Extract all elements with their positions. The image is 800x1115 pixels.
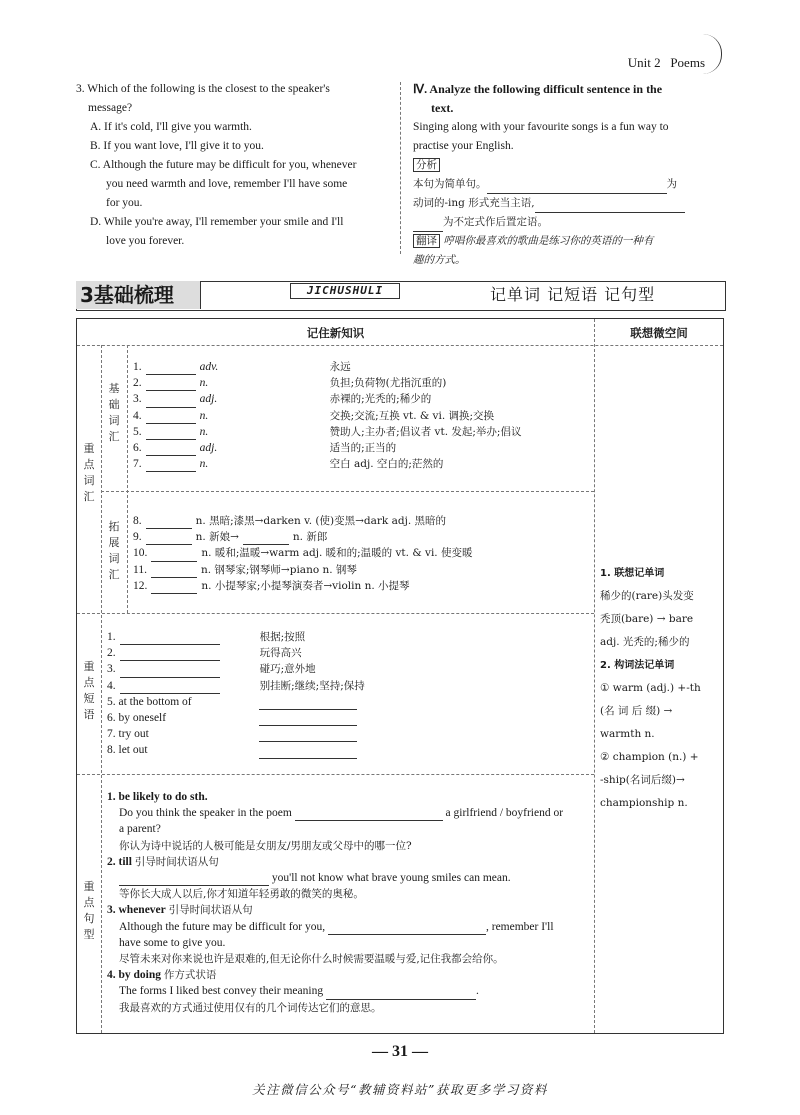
answer-blank[interactable] (120, 632, 220, 645)
part4-sentence-2: practise your English. (413, 140, 514, 152)
part-of-speech: adj. (199, 393, 218, 406)
basic-vocab-row (133, 408, 593, 424)
basic-vocab-row (133, 424, 593, 440)
s4-title: 4. by doing (107, 969, 162, 982)
ext-vocab-row (133, 562, 593, 578)
answer-blank[interactable] (146, 411, 196, 424)
part-of-speech: n. (199, 409, 209, 422)
basic-vocab-row (133, 375, 593, 391)
phrase-row (107, 678, 593, 694)
answer-blank[interactable] (328, 922, 486, 935)
answer-blank[interactable] (151, 565, 197, 578)
phrase-text: 5. at the bottom of (107, 695, 192, 708)
answer-blank[interactable] (146, 443, 196, 456)
item-number: 3. (107, 663, 116, 676)
ext-vocab-row (133, 513, 593, 529)
phrase-row (107, 710, 593, 726)
phrase-row (107, 629, 593, 645)
ext-vocab-list (133, 513, 593, 594)
item-number: 4. (133, 409, 142, 422)
subsection-basic-label: 基础词汇 (108, 382, 120, 443)
basic-vocab-row (133, 440, 593, 456)
ext-vocab-row (133, 578, 593, 594)
meaning: 根据;按照 (259, 631, 306, 643)
item-number: 3. (133, 393, 142, 406)
answer-blank[interactable] (243, 532, 289, 545)
answer-blank[interactable] (326, 987, 476, 1000)
banner-title: 3基础梳理 (76, 281, 201, 309)
phrase-list (107, 629, 593, 759)
item-number: 12. (133, 579, 148, 592)
part4-heading-2: text. (431, 101, 454, 115)
answer-blank[interactable] (146, 516, 192, 529)
answer-blank[interactable] (413, 219, 443, 232)
part-4: Ⅳ. Analyze the following difficult sentence in the text. Singing along with your favourite songs is a fun way to practise your English. 分析 本句为简单句。 为 动词的-ing 形式充当主语, 为不定式作后置定语。 翻译 哼唱你最喜欢的歌曲是练习你的英语的一种有 趣的方式。 (413, 80, 733, 270)
translate-tag: 翻译 (413, 234, 440, 248)
item-number: 1. (107, 631, 116, 643)
unit-title: Poems (670, 55, 705, 70)
ext-vocab-row (133, 529, 593, 545)
meaning: 别挂断;继续;坚持;保持 (259, 679, 365, 692)
answer-blank[interactable] (259, 697, 357, 710)
unit-header (628, 55, 705, 71)
col-side-header: 联想微空间 (630, 326, 688, 340)
header-bracket (703, 34, 722, 74)
subsection-ext-label: 拓展词汇 (108, 520, 120, 581)
answer-blank[interactable] (259, 713, 357, 726)
answer-blank[interactable] (120, 665, 220, 678)
phrase-row (107, 645, 593, 661)
side-notes: 1. 联想记单词 稀少的(rare)头发变 秃顶(bare) → bare adj. 光秃的;稀少的 2. 构词法记单词 ① warm (adj.) +-th (名 词 后 缀) → warmth n. ② champion (n.) + -ship(名词后缀)→ championship n. (600, 568, 701, 809)
meaning: 永远 (329, 361, 351, 373)
meaning: 碰巧;意外地 (259, 663, 316, 676)
page-number: — 31 — (372, 1043, 428, 1060)
meaning: 交换;交流;互换 vt. & vi. 调换;交换 (329, 409, 495, 422)
item-number: 10. (133, 547, 148, 560)
basic-vocab-row (133, 391, 593, 407)
item-number: 6. (133, 442, 142, 455)
answer-blank[interactable] (151, 549, 197, 562)
answer-blank[interactable] (146, 532, 192, 545)
banner-pinyin: JICHUSHULI (290, 283, 400, 299)
option-b[interactable]: B. If you want love, I'll give it to you. (90, 140, 264, 152)
s1-title: 1. be likely to do sth. (107, 791, 208, 803)
option-a[interactable]: A. If it's cold, I'll give you warmth. (90, 121, 252, 133)
ext-vocab-row (133, 545, 593, 561)
item-number: 4. (107, 679, 116, 692)
phrase-row (107, 742, 593, 758)
phrase-text: 8. let out (107, 744, 148, 757)
phrase-row (107, 661, 593, 677)
question-3 (76, 80, 391, 251)
part-of-speech: n. (199, 425, 209, 438)
item-number: 1. (133, 361, 142, 373)
phrase-row (107, 694, 593, 710)
answer-blank[interactable] (120, 681, 220, 694)
meaning: n. 新娘→ (195, 531, 239, 544)
section-phrase-label: 重点短语 (83, 660, 95, 721)
knowledge-table (76, 318, 724, 1034)
answer-blank[interactable] (146, 459, 196, 472)
s2-title: 2. till (107, 855, 132, 868)
meaning: n. 暖和;温暖→warm adj. 暖和的;温暖的 vt. & vi. 使变暖 (201, 547, 473, 560)
meaning: n. 钢琴家;钢琴师→piano n. 钢琴 (200, 563, 357, 576)
part-of-speech: n. (199, 458, 209, 471)
item-number: 2. (107, 647, 116, 660)
meaning: 负担;负荷物(尤指沉重的) (329, 377, 447, 390)
answer-blank[interactable] (535, 200, 685, 213)
option-c[interactable]: C. Although the future may be difficult for you, whenever you need warmth and love, remember I'll have some for you. (90, 159, 357, 209)
answer-blank[interactable] (146, 362, 196, 375)
part4-sentence-1: Singing along with your favourite songs is a fun way to (413, 121, 669, 133)
phrase-row (107, 726, 593, 742)
answer-blank[interactable] (146, 378, 196, 391)
meaning: 适当的;正当的 (329, 442, 397, 455)
meaning: 玩得高兴 (259, 647, 302, 660)
meaning: 赞助人;主办者;倡议者 vt. 发起;举办;倡议 (329, 425, 522, 438)
answer-blank[interactable] (295, 808, 443, 821)
part-of-speech: adv. (199, 361, 219, 373)
footer-note: 关注微信公众号“教辅资料站”获取更多学习资料 (252, 1082, 548, 1097)
answer-blank[interactable] (259, 729, 357, 742)
phrase-text: 7. try out (107, 728, 149, 741)
sentence-list: 1. be likely to do sth. Do you think the speaker in the poem a girlfriend / boyfriend or a parent? 你认为诗中说话的人极可能是女朋友/男朋友或父母中的哪一位? 2. till 引导时间状语从句 you'll not know what brave young smiles can mean. 等你长大成人以后,你才知道年轻勇敢的微笑的奥秘。 3. whenever 引导时间状语从句 Although the future may be difficult for you, , remember I'll have some to give you. 尽管未来对你来说也许是艰难的,但无论你什么时候需要温暖与爱,记住我都会给你。 4. by doing 作方式状语 The forms I liked best convey their meaning . 我最喜欢的方式通过使用仅有的几个词传达它们的意思。 (107, 789, 593, 1016)
unit-label: Unit 2 (627, 55, 661, 70)
basic-vocab-row (133, 456, 593, 472)
meaning: n. 新郎 (292, 531, 328, 544)
item-number: 11. (133, 563, 147, 576)
answer-blank[interactable] (146, 395, 196, 408)
item-number: 7. (133, 458, 142, 471)
meaning: n. 黑暗;漆黑→darken v. (使)变黑→dark adj. 黑暗的 (195, 515, 447, 527)
banner-subtitle: 记单词 记短语 记句型 (490, 285, 656, 304)
section-sentence-label: 重点句型 (83, 880, 95, 941)
meaning: 赤裸的;光秃的;稀少的 (329, 393, 432, 406)
q3-stem-2: message? (88, 102, 133, 114)
analysis-tag: 分析 (413, 158, 440, 172)
q3-stem-1: 3. Which of the following is the closest to the speaker's (76, 83, 330, 95)
part-of-speech: n. (199, 377, 209, 390)
part4-heading-1: Ⅳ. Analyze the following difficult sentence in the (413, 82, 663, 96)
item-number: 9. (133, 531, 142, 544)
answer-blank[interactable] (120, 648, 220, 661)
column-divider (400, 82, 401, 254)
meaning: 空白 adj. 空白的;茫然的 (329, 458, 444, 471)
item-number: 8. (133, 515, 142, 527)
answer-blank[interactable] (487, 181, 667, 194)
answer-blank[interactable] (151, 581, 197, 594)
answer-blank[interactable] (259, 746, 357, 759)
phrase-text: 6. by oneself (107, 712, 167, 725)
answer-blank[interactable] (146, 427, 196, 440)
s3-title: 3. whenever (107, 904, 166, 917)
part-of-speech: adj. (199, 442, 218, 455)
basic-vocab-row (133, 359, 593, 375)
item-number: 2. (133, 377, 142, 390)
meaning: n. 小提琴家;小提琴演奏者→violin n. 小提琴 (201, 579, 410, 592)
section-vocab-label: 重点词汇 (83, 442, 95, 503)
item-number: 5. (133, 425, 142, 438)
answer-blank[interactable] (119, 873, 269, 886)
option-d[interactable]: D. While you're away, I'll remember your smile and I'll love you forever. (90, 216, 344, 247)
basic-vocab-list (133, 359, 593, 472)
col-main-header: 记住新知识 (306, 326, 365, 340)
